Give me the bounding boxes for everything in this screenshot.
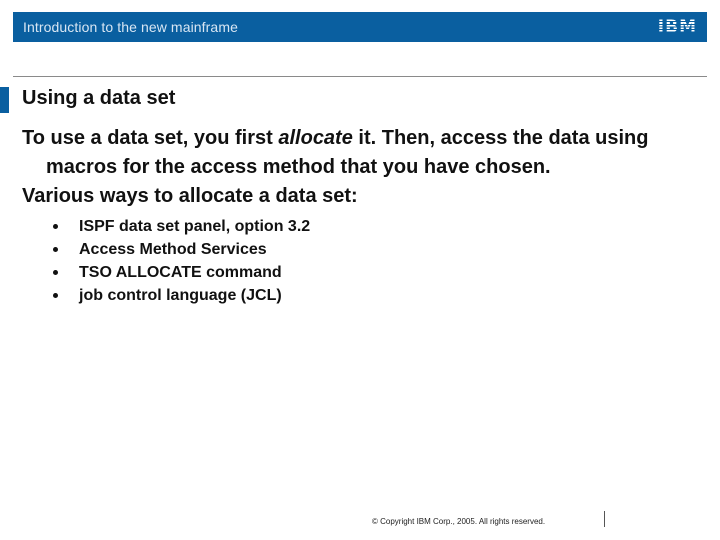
intro-emphasis: allocate [278,127,353,149]
copyright-notice: © Copyright IBM Corp., 2005. All rights reserved. [372,517,546,526]
ibm-logo: IBM [657,17,697,37]
title-marker [0,87,9,113]
intro-text-end: it. Then, access the data using macros for the access method that you have chosen. [46,127,649,178]
slide-title: Using a data set [22,87,176,109]
header-divider [13,76,707,77]
list-item [22,215,712,238]
bullet-icon [53,293,58,298]
ways-heading: Various ways to allocate a data set: [22,185,358,207]
list-item [22,261,712,284]
header-bar [13,12,707,42]
footer-divider [604,511,605,527]
bullet-icon [53,270,58,275]
bullet-icon [53,224,58,229]
list-item [22,284,712,307]
allocation-methods-list [22,215,712,307]
bullet-icon [53,247,58,252]
list-item-text: ISPF data set panel, option 3.2 [79,218,311,235]
list-item-text: Access Method Services [79,241,267,258]
intro-paragraph [22,124,712,182]
list-item [22,238,712,261]
intro-text-start: To use a data set, you first [22,127,279,149]
slide-content [22,124,712,307]
course-title: Introduction to the new mainframe [23,19,238,35]
list-item-text: job control language (JCL) [79,287,282,304]
list-item-text: TSO ALLOCATE command [79,264,282,281]
